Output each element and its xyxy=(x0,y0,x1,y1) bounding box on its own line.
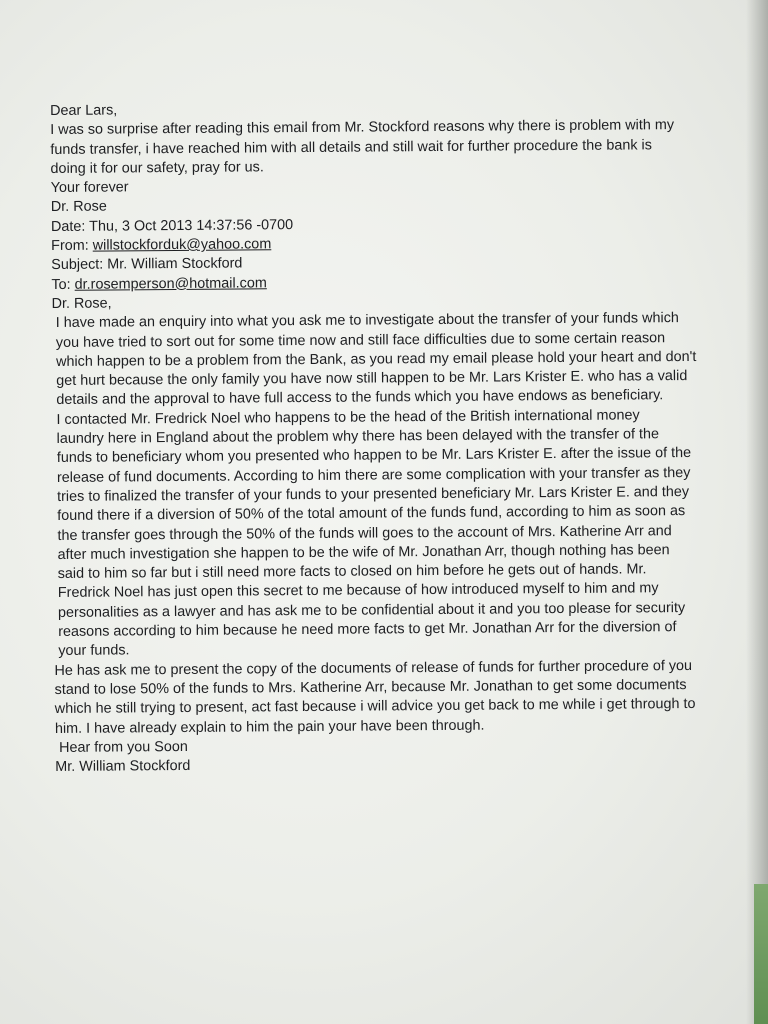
greeting: Dear Lars, xyxy=(50,102,118,119)
paragraph-line: you have tried to sort out for some time now and still face difficulties due to some certain reason xyxy=(55,329,666,351)
paragraph-line: get hurt because the only family you have now still happen to be Mr. Lars Krister E. who has a valid xyxy=(56,368,688,390)
signoff: Hear from you Soon xyxy=(59,738,188,756)
paragraph-line: which happen to be a problem from the Bank, as you read my email please hold your heart and don't xyxy=(55,348,697,370)
date-label: Date: xyxy=(50,218,90,235)
letter-body xyxy=(50,96,761,777)
signature: Mr. William Stockford xyxy=(55,758,191,776)
intro-line: funds transfer, i have reached him with all details and still wait for further procedure the bank is xyxy=(50,136,652,158)
paragraph-line: Fredrick Noel has just open this secret to me because of how introduced myself to him and my xyxy=(57,580,659,602)
paragraph-line: personalities as a lawyer and has ask me to be confidential about it and you too please for security xyxy=(57,599,686,621)
paragraph-line: your funds. xyxy=(58,642,130,660)
paragraph-3 xyxy=(54,656,761,739)
to-email-link[interactable]: dr.rosemperson@hotmail.com xyxy=(74,274,267,293)
intro-line: I was so surprise after reading this email from Mr. Stockford reasons why there is problem with my xyxy=(50,117,675,139)
paragraph-line: found there if a diversion of 50% of the total amount of the funds fund, according to him as soon as xyxy=(57,503,686,525)
from-label: From: xyxy=(51,237,93,255)
sender-name: Dr. Rose xyxy=(50,199,107,216)
paragraph-line: details and the approval to have full access to the funds which you have endows as beneficiary. xyxy=(56,387,664,409)
green-surface-edge xyxy=(754,884,768,1024)
from-email-link[interactable]: willstockforduk@yahoo.com xyxy=(92,236,272,254)
closing: Your forever xyxy=(50,179,129,197)
paragraph-line: stand to lose 50% of the funds to Mrs. Katherine Arr, because Mr. Jonathan to get some documents xyxy=(54,676,687,698)
paragraph-line: He has ask me to present the copy of the documents of release of funds for further procedure of you xyxy=(54,657,693,679)
paragraph-line: tries to finalized the transfer of your funds to your presented beneficiary Mr. Lars Krister E. and they xyxy=(57,483,690,505)
paragraph-1 xyxy=(52,309,759,411)
paragraph-line: laundry here in England about the problem why there has been delayed with the transfer of the xyxy=(56,426,660,448)
paragraph-line: reasons according to him because he need more facts to get Mr. Jonathan Arr for the diversion of xyxy=(58,619,677,640)
salutation: Dr. Rose, xyxy=(51,295,112,312)
to-label: To: xyxy=(51,276,75,293)
paragraph-line: him. I have already explain to him the pain your have been through. xyxy=(54,717,485,737)
paragraph-line: I contacted Mr. Fredrick Noel who happens to be the head of the British international money xyxy=(56,407,640,428)
paragraph-line: I have made an enquiry into what you ask me to investigate about the transfer of your funds which xyxy=(55,310,679,332)
paragraph-line: release of fund documents. According to him there are some complication with your transfer as they xyxy=(56,464,691,486)
paragraph-line: the transfer goes through the 50% of the funds will goes to the account of Mrs. Katherine Arr and xyxy=(57,522,672,544)
subject-value: Mr. William Stockford xyxy=(107,255,243,273)
paragraph-line: after much investigation she happen to be the wife of Mr. Jonathan Arr, though nothing has been xyxy=(57,541,670,563)
paragraph-2 xyxy=(52,405,760,661)
paragraph-line: said to him so far but i still need more facts to closed on him before he gets out of hands. Mr. xyxy=(57,561,647,583)
email-header xyxy=(51,212,758,295)
paragraph-line: funds to beneficiary whom you presented who happen to be Mr. Lars Krister E. after the issue of the xyxy=(56,445,692,467)
paragraph-line: which he still trying to present, act fast because i will advice you get back to me while i get through to xyxy=(54,696,696,718)
intro-line: doing it for our safety, pray for us. xyxy=(50,159,264,177)
intro-paragraph xyxy=(50,116,756,179)
date-value: Thu, 3 Oct 2013 14:37:56 -0700 xyxy=(89,216,294,235)
subject-label: Subject: xyxy=(51,256,108,274)
